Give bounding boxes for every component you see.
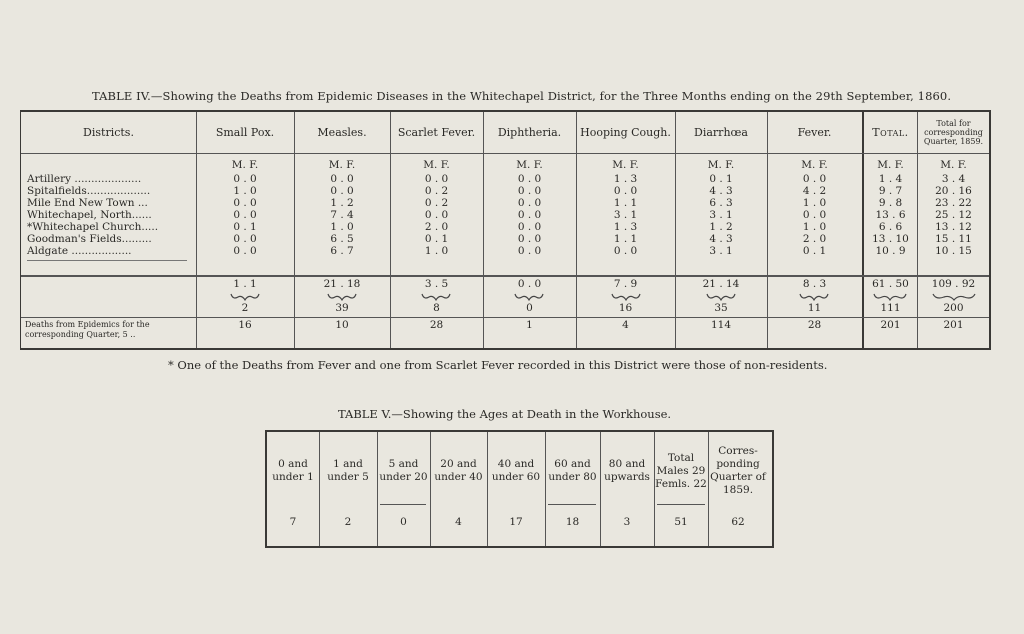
cell: 0 . 2 (424, 197, 449, 209)
district-underline (27, 260, 187, 261)
district-name: Mile End New Town ... (27, 197, 148, 209)
header-diphtheria: Diphtheria. (497, 125, 562, 139)
sum-mf: 21 . 18 (323, 278, 361, 290)
cell: 0 . 0 (233, 233, 257, 245)
cell: 9 . 8 (878, 197, 903, 209)
district-name: *Whitechapel Church..... (27, 221, 159, 233)
cell: 20 . 16 (935, 185, 972, 197)
cell: 0 . 0 (517, 221, 542, 233)
sum-mf: 1 . 1 (233, 278, 257, 290)
header-total: Total. (872, 125, 909, 139)
sum-total: 111 (880, 302, 901, 314)
prev-quarter-value: 62 (731, 516, 745, 528)
age-value: 4 (455, 516, 462, 528)
mf-label: M. F. (801, 159, 828, 171)
cell: 1 . 1 (613, 197, 638, 209)
prev-value: 28 (807, 319, 822, 331)
cell: 6 . 6 (878, 221, 903, 233)
age-value: 7 (289, 516, 297, 528)
cell: 4 . 3 (709, 233, 733, 245)
prev-value: 1 (526, 319, 533, 331)
mf-label: M. F. (707, 159, 735, 171)
cell: 1 . 2 (330, 197, 354, 209)
header-diarrhoea: Diarrhœa (694, 125, 748, 139)
cell: 6 . 5 (330, 233, 354, 245)
header-scarlet-fever: Scarlet Fever. (397, 125, 476, 139)
district-name: Aldgate .................. (27, 245, 132, 257)
mf-label: M. F. (231, 159, 259, 171)
mf-label: M. F. (423, 159, 450, 171)
age-header: 0 and under 1 (272, 458, 314, 483)
cell: 23 . 22 (935, 197, 972, 209)
sum-total: 8 (433, 302, 440, 314)
brace-icon (327, 292, 357, 302)
brace-icon (706, 292, 736, 302)
prev-quarter-label: Deaths from Epidemics for the corresponding Quarter, 5 .. (25, 320, 150, 339)
prev-rule (21, 317, 989, 318)
sum-mf: 8 . 3 (802, 278, 827, 290)
age-header: 20 and under 40 (434, 458, 483, 483)
age-header: 1 and under 5 (327, 458, 369, 483)
age-value: 0 (400, 516, 407, 528)
brace-icon (230, 292, 260, 302)
table4-caption: TABLE IV.—Showing the Deaths from Epidemic Diseases in the Whitechapel District, for the Three Months ending on the 29th September, 1860. (92, 89, 952, 103)
cell: 3 . 4 (941, 173, 966, 185)
cell: 13 . 12 (935, 221, 972, 233)
cell: 0 . 1 (233, 221, 257, 233)
cell: 0 . 0 (330, 173, 354, 185)
cell: 10 . 9 (875, 245, 906, 257)
cell: 13 . 10 (872, 233, 909, 245)
mf-label: M. F. (877, 159, 904, 171)
district-name: Goodman's Fields......... (27, 233, 152, 245)
cell: 2 . 0 (802, 233, 827, 245)
cell: 0 . 0 (613, 245, 638, 257)
mf-label: M. F. (612, 159, 639, 171)
cell: 0 . 0 (330, 185, 354, 197)
sum-total: 0 (526, 302, 533, 314)
cell: 6 . 3 (709, 197, 733, 209)
cell: 1 . 1 (613, 233, 638, 245)
cell: 15 . 11 (935, 233, 972, 245)
cell: 0 . 2 (424, 185, 449, 197)
cell: 0 . 1 (424, 233, 449, 245)
cell: 7 . 4 (330, 209, 354, 221)
cell: 10 . 15 (935, 245, 972, 257)
age-header: 60 and under 80 (548, 458, 597, 483)
prev-quarter-header: Corres- ponding Quarter of 1859. (710, 445, 766, 496)
cell: 0 . 0 (424, 173, 449, 185)
brace-icon (799, 292, 829, 302)
cell: 9 . 7 (878, 185, 903, 197)
cell: 4 . 2 (802, 185, 827, 197)
sum-total: 39 (335, 302, 349, 314)
brace-icon (932, 292, 976, 302)
cell: 3 . 1 (709, 209, 733, 221)
prev-value: 28 (429, 319, 444, 331)
cell: 0 . 0 (517, 185, 542, 197)
cell: 0 . 0 (802, 173, 827, 185)
header-fever: Fever. (797, 125, 832, 139)
cell: 1 . 0 (424, 245, 449, 257)
cell: 1 . 4 (878, 173, 903, 185)
total-value: 51 (674, 516, 688, 528)
sum-total: 200 (943, 302, 964, 314)
age-header: 5 and under 20 (379, 458, 428, 483)
cell: 0 . 1 (709, 173, 733, 185)
cell: 0 . 0 (233, 197, 257, 209)
epidemic-deaths-table (20, 110, 991, 350)
brace-icon (873, 292, 907, 302)
prev-value: 201 (880, 319, 901, 331)
district-name: Spitalfields................... (27, 185, 151, 197)
header-hooping-cough: Hooping Cough. (580, 125, 671, 139)
header-prev-total: Total for corresponding Quarter, 1859. (923, 118, 984, 146)
age-value: 3 (623, 516, 631, 528)
cell: 1 . 0 (330, 221, 354, 233)
brace-icon (421, 292, 451, 302)
footnote: * One of the Deaths from Fever and one from Scarlet Fever recorded in this District were those of non-residents. (168, 358, 828, 372)
sum-total: 35 (714, 302, 728, 314)
header-measles: Measles. (317, 125, 367, 139)
cell: 13 . 6 (875, 209, 906, 221)
mf-label: M. F. (328, 159, 356, 171)
cell: 4 . 3 (709, 185, 733, 197)
cell: 0 . 1 (802, 245, 827, 257)
workhouse-ages-table (265, 430, 774, 548)
cell: 1 . 0 (802, 221, 827, 233)
sum-total: 16 (618, 302, 633, 314)
age-value: 2 (344, 516, 352, 528)
age-header: 40 and under 60 (491, 458, 541, 483)
cell: 1 . 0 (802, 197, 827, 209)
cell: 6 . 7 (330, 245, 354, 257)
cell: 0 . 0 (424, 209, 449, 221)
district-name: Artillery .................... (27, 173, 142, 185)
total-header: Total Males 29 Femls. 22 (655, 451, 707, 490)
cell: 0 . 0 (517, 209, 542, 221)
sum-rule (21, 275, 989, 277)
cell: 25 . 12 (935, 209, 972, 221)
sum-mf: 7 . 9 (613, 278, 638, 290)
table5-caption: TABLE V.—Showing the Ages at Death in the Workhouse. (338, 407, 672, 421)
cell: 1 . 3 (613, 221, 638, 233)
sum-total: 11 (807, 302, 822, 314)
prev-value: 201 (943, 319, 964, 331)
cell: 0 . 0 (802, 209, 827, 221)
sum-mf: 0 . 0 (517, 278, 542, 290)
age-value: 18 (565, 516, 580, 528)
mf-label: M. F. (516, 159, 543, 171)
header-districts: Districts. (83, 125, 134, 139)
header-small-pox: Small Pox. (215, 125, 275, 139)
cell: 3 . 1 (613, 209, 638, 221)
prev-value: 114 (710, 319, 732, 331)
header-rule (21, 153, 989, 154)
header-rule (548, 504, 596, 505)
sum-mf: 21 . 14 (702, 278, 740, 290)
cell: 0 . 0 (517, 197, 542, 209)
mf-label: M. F. (940, 159, 967, 171)
cell: 0 . 0 (517, 173, 542, 185)
brace-icon (514, 292, 544, 302)
cell: 1 . 3 (613, 173, 638, 185)
header-rule (657, 504, 705, 505)
sum-total: 2 (241, 302, 249, 314)
sum-mf: 3 . 5 (424, 278, 449, 290)
cell: 0 . 0 (233, 209, 257, 221)
age-header: 80 and upwards (604, 458, 650, 483)
sum-mf: 61 . 50 (872, 278, 909, 290)
cell: 0 . 0 (517, 233, 542, 245)
cell: 2 . 0 (424, 221, 449, 233)
cell: 0 . 0 (613, 185, 638, 197)
sum-mf: 109 . 92 (931, 278, 976, 290)
cell: 0 . 0 (517, 245, 542, 257)
age-value: 17 (509, 516, 523, 528)
header-rule (380, 504, 426, 505)
district-name: Whitechapel, North...... (27, 209, 152, 221)
cell: 0 . 0 (233, 245, 257, 257)
cell: 3 . 1 (709, 245, 733, 257)
prev-value: 16 (238, 319, 252, 331)
brace-icon (611, 292, 641, 302)
prev-value: 10 (335, 319, 349, 331)
cell: 0 . 0 (233, 173, 257, 185)
prev-value: 4 (622, 319, 629, 331)
cell: 1 . 2 (709, 221, 733, 233)
cell: 1 . 0 (233, 185, 257, 197)
